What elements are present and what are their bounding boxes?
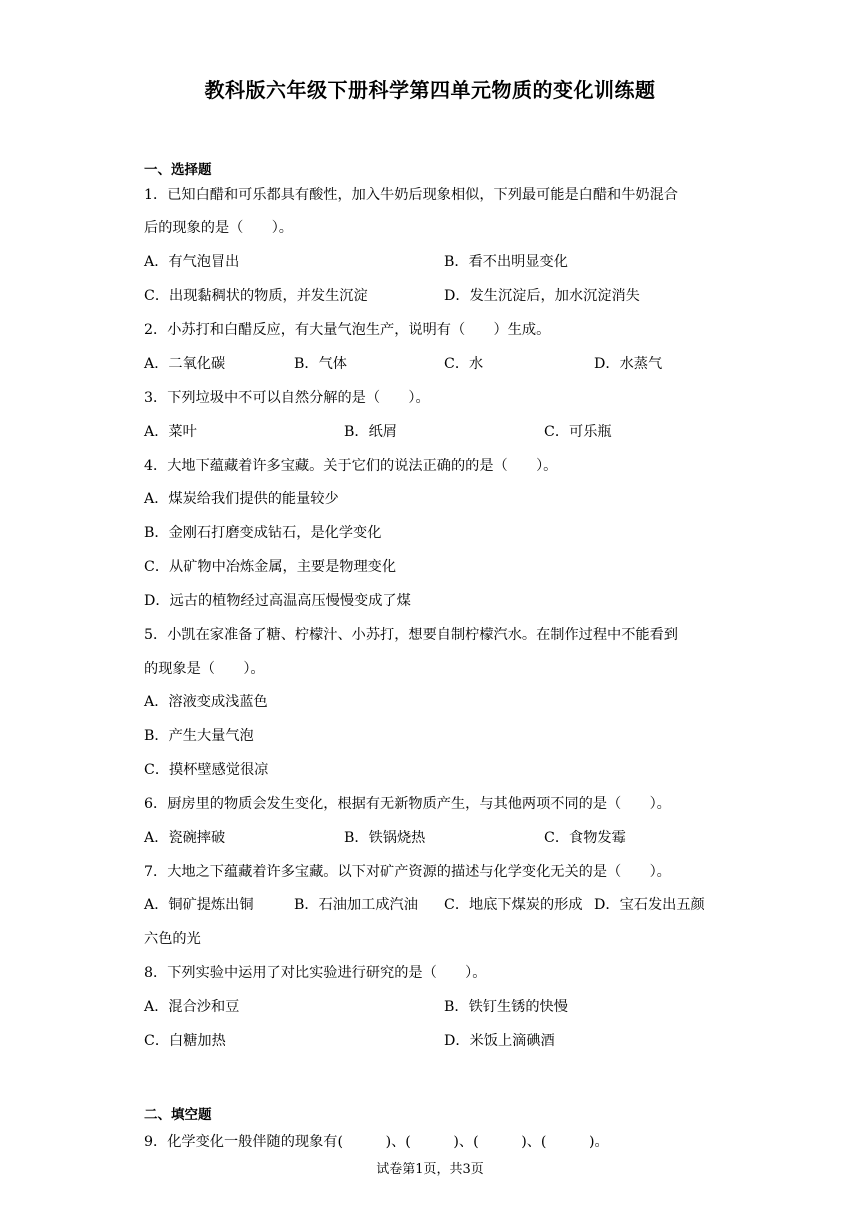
page-footer: 试卷第1页，共3页: [376, 1162, 484, 1177]
question-4-text: 4．大地下蕴藏着许多宝藏。关于它们的说法正确的的是（ ）。: [144, 458, 558, 474]
q6-option-a: A．瓷碗摔破: [144, 830, 226, 846]
q5-option-a: A．溶液变成浅蓝色: [144, 694, 268, 710]
q4-option-b: B．金刚石打磨变成钻石，是化学变化: [144, 525, 382, 541]
q6-option-b: B．铁锅烧热: [344, 830, 426, 846]
q8-option-d: D．米饭上滴碘酒: [444, 1033, 555, 1049]
q4-option-c: C．从矿物中冶炼金属，主要是物理变化: [144, 559, 397, 575]
q3-option-a: A．菜叶: [144, 424, 197, 440]
q1-option-b: B．看不出明显变化: [444, 254, 568, 270]
question-7-text: 7．大地之下蕴藏着许多宝藏。以下对矿产资源的描述与化学变化无关的是（ ）。: [144, 864, 671, 880]
section-heading-fill: 二、填空题: [144, 1107, 212, 1123]
question-6-text: 6．厨房里的物质会发生变化，根据有无新物质产生，与其他两项不同的是（ ）。: [144, 796, 671, 812]
q8-option-a: A．混合沙和豆: [144, 999, 240, 1015]
q7-option-c: C．地底下煤炭的形成: [444, 897, 583, 913]
question-2-text: 2．小苏打和白醋反应，有大量气泡生产，说明有（ ）生成。: [144, 322, 551, 338]
q8-option-b: B．铁钉生锈的快慢: [444, 999, 568, 1015]
q1-option-d: D．发生沉淀后，加水沉淀消失: [444, 288, 640, 304]
question-9-text: 9．化学变化一般伴随的现象有( )、( )、( )、( )。: [144, 1134, 609, 1150]
q5-option-c: C．摸杯壁感觉很凉: [144, 762, 269, 778]
question-1-text-cont: 后的现象的是（ ）。: [144, 220, 293, 236]
q7-option-d-cont: 六色的光: [144, 931, 201, 947]
q3-option-c: C．可乐瓶: [544, 424, 612, 440]
q3-option-b: B．纸屑: [344, 424, 397, 440]
section-heading-choice: 一、选择题: [144, 162, 212, 178]
question-5-text-cont: 的现象是（ ）。: [144, 661, 265, 677]
question-3-text: 3．下列垃圾中不可以自然分解的是（ ）。: [144, 390, 430, 406]
q1-option-c: C．出现黏稠状的物质，并发生沉淀: [144, 288, 368, 304]
q7-option-d: D．宝石发出五颜: [594, 897, 705, 913]
question-8-text: 8．下列实验中运用了对比实验进行研究的是（ ）。: [144, 965, 487, 981]
q5-option-b: B．产生大量气泡: [144, 728, 254, 744]
q8-option-c: C．白糖加热: [144, 1033, 226, 1049]
q2-option-c: C．水: [444, 356, 484, 372]
q2-option-a: A．二氧化碳: [144, 356, 226, 372]
q4-option-d: D．远古的植物经过高温高压慢慢变成了煤: [144, 593, 411, 609]
q7-option-b: B．石油加工成汽油: [294, 897, 418, 913]
page-title: 教科版六年级下册科学第四单元物质的变化训练题: [204, 78, 656, 102]
q6-option-c: C．食物发霉: [544, 830, 626, 846]
q7-option-a: A．铜矿提炼出铜: [144, 897, 254, 913]
q2-option-d: D．水蒸气: [594, 356, 663, 372]
q4-option-a: A．煤炭给我们提供的能量较少: [144, 491, 339, 507]
q1-option-a: A．有气泡冒出: [144, 254, 240, 270]
q2-option-b: B．气体: [294, 356, 347, 372]
question-5-text: 5．小凯在家准备了糖、柠檬汁、小苏打，想要自制柠檬汽水。在制作过程中不能看到: [144, 627, 678, 643]
question-1-text: 1．已知白醋和可乐都具有酸性，加入牛奶后现象相似，下列最可能是白醋和牛奶混合: [144, 187, 678, 203]
